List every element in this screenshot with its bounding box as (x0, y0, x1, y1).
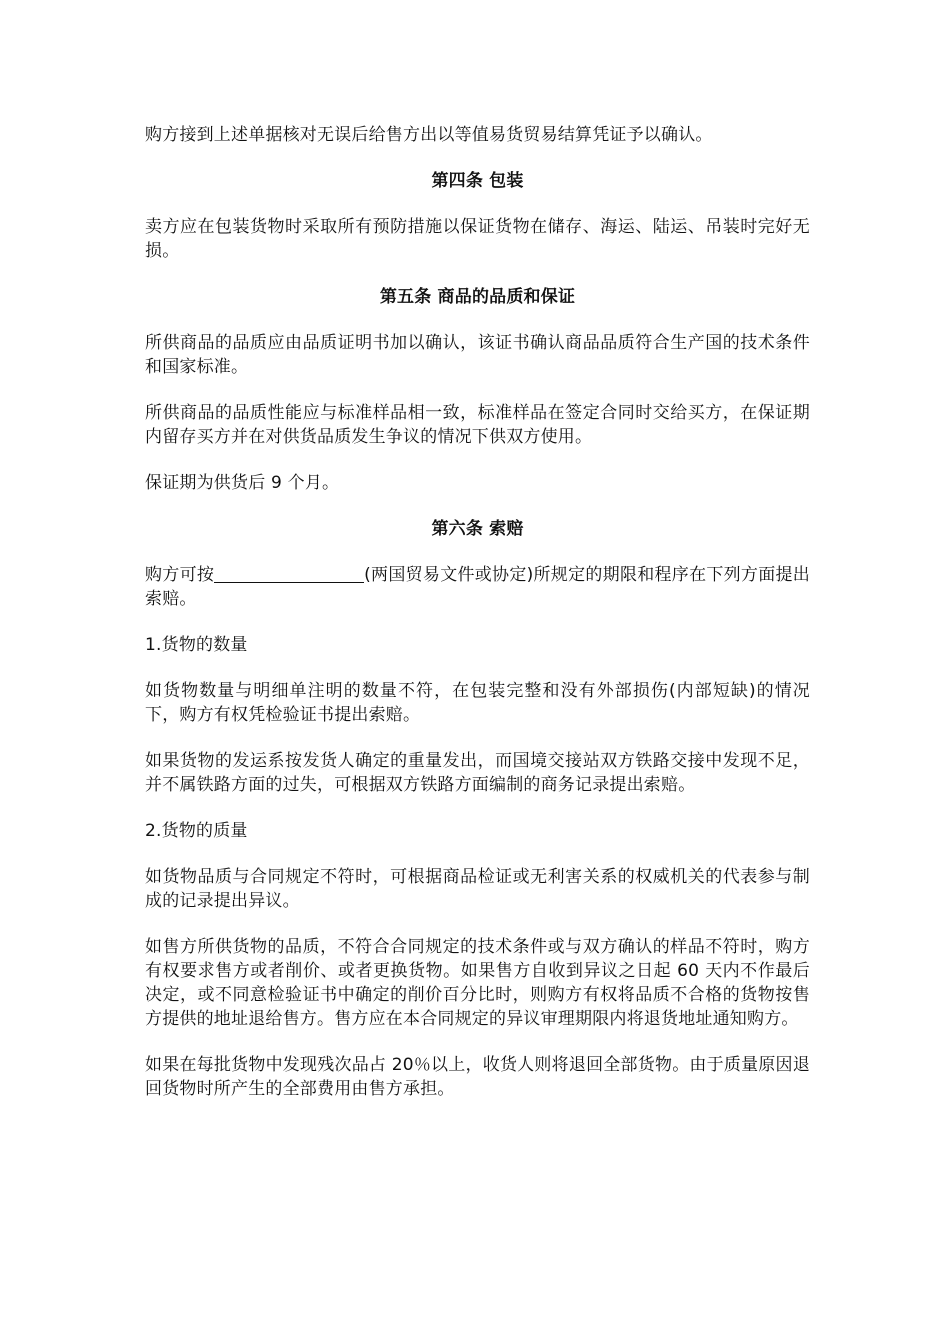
subheading-quality: 2.货物的质量 (145, 821, 248, 841)
heading-article-5-quality: 第五条 商品的品质和保证 (379, 287, 576, 307)
fill-in-blank (214, 564, 364, 583)
heading-article-4-packaging: 第四条 包装 (431, 171, 524, 191)
paragraph-packaging: 卖方应在包装货物时采取所有预防措施以保证货物在储存、海运、陆运、吊装时完好无损。 (145, 217, 810, 261)
claims-text-before: 购方可按 (145, 565, 215, 585)
paragraph-defect-return: 如果在每批货物中发现残次品占 20％以上，收货人则将退回全部货物。由于质量原因退回货物时所产生的全部费用由售方承担。 (145, 1055, 810, 1099)
heading-article-6-claims: 第六条 索赔 (431, 519, 524, 539)
paragraph-settlement-confirmation: 购方接到上述单据核对无误后给售方出以等值易货贸易结算凭证予以确认。 (145, 125, 713, 145)
paragraph-quality-certificate: 所供商品的品质应由品质证明书加以确认，该证书确认商品品质符合生产国的技术条件和国家标准。 (145, 333, 810, 377)
paragraph-standard-sample: 所供商品的品质性能应与标准样品相一致，标准样品在签定合同时交给买方，在保证期内留存买方并在对供货品质发生争议的情况下供双方使用。 (145, 403, 810, 447)
paragraph-claims-basis (145, 563, 810, 611)
subheading-quantity: 1.货物的数量 (145, 635, 248, 655)
paragraph-quality-remedy: 如售方所供货物的品质，不符合合同规定的技术条件或与双方确认的样品不符时，购方有权要求售方或者削价、或者更换货物。如果售方自收到异议之日起 60 天内不作最后决定，或不同意检验证书中确定的削价百分比时，则购方有权将品质不合格的货物按售方提供的地址退给售方。售方应在本合同规定的异议审理期限内将退货地址通知购方。 (145, 937, 810, 1029)
paragraph-railway-shortage: 如果货物的发运系按发货人确定的重量发出，而国境交接站双方铁路交接中发现不足，并不属铁路方面的过失，可根据双方铁路方面编制的商务记录提出索赔。 (145, 751, 810, 795)
claims-text-after: (两国贸易文件或协定)所规定的期限和程序在下列方面提出索赔。 (145, 565, 810, 609)
paragraph-quality-objection: 如货物品质与合同规定不符时，可根据商品检证或无利害关系的权威机关的代表参与制成的记录提出异议。 (145, 867, 810, 911)
paragraph-quantity-mismatch: 如货物数量与明细单注明的数量不符，在包装完整和没有外部损伤(内部短缺)的情况下，购方有权凭检验证书提出索赔。 (145, 681, 810, 725)
paragraph-warranty-period: 保证期为供货后 9 个月。 (145, 473, 340, 493)
document-page (145, 123, 810, 1123)
